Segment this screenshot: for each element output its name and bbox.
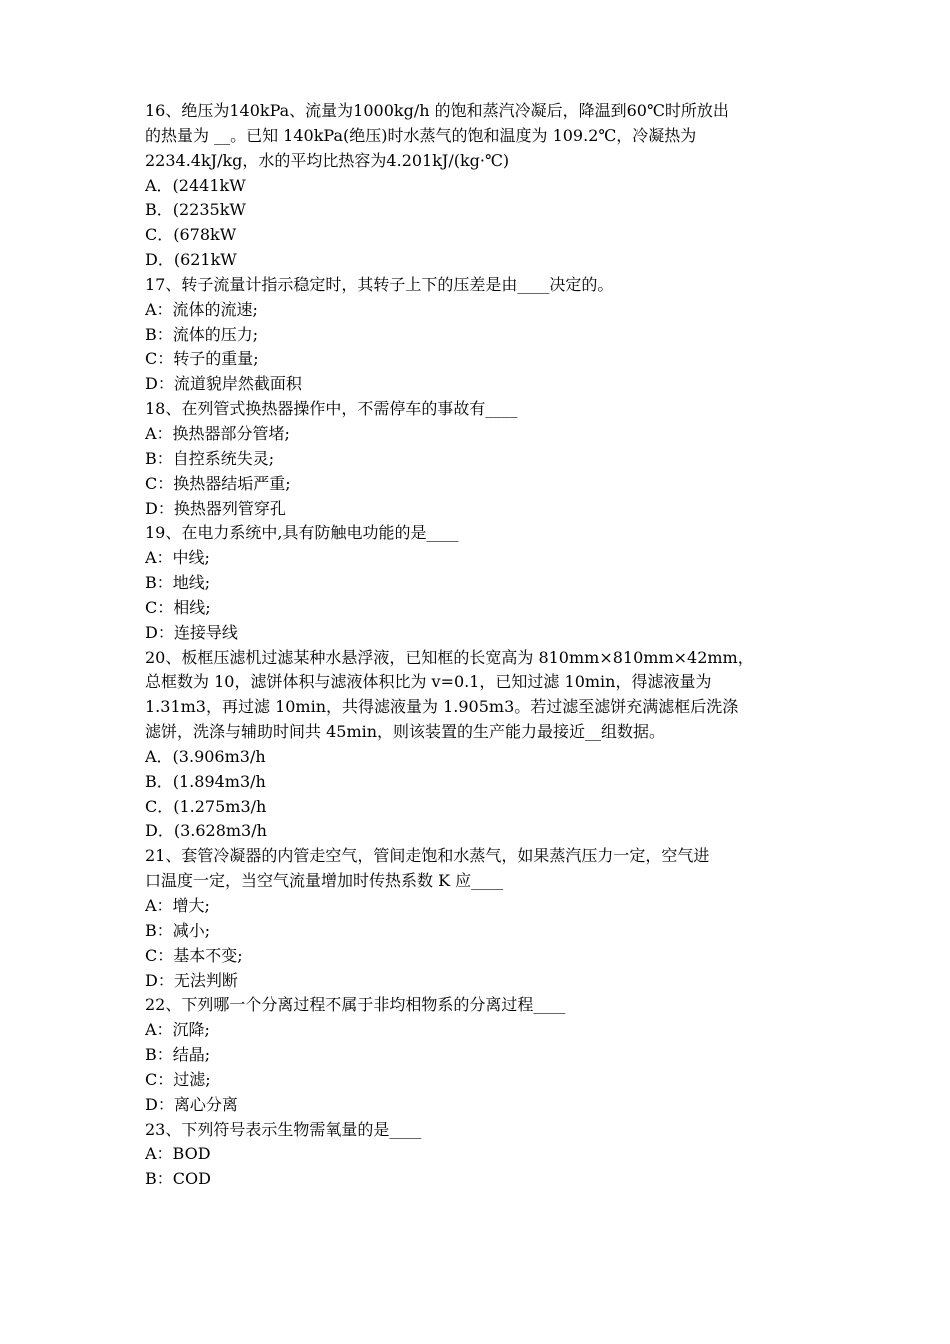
q18-option-a: A：换热器部分管堵; [145, 423, 290, 443]
q20-stem-line-3: 1.31m3，再过滤 10min，共得滤液量为 1.905m3。若过滤至滤饼充满滤框后洗涤 [145, 697, 739, 717]
q21-option-c: C：基本不变; [145, 945, 243, 965]
q19-option-c: C：相线; [145, 597, 211, 617]
q16-stem-line-3: 2234.4kJ/kg，水的平均比热容为4.201kJ/(kg·℃) [145, 150, 510, 170]
q17-option-a: A：流体的流速; [145, 299, 258, 319]
q22-option-b: B：结晶; [145, 1045, 211, 1065]
q18-option-d: D：换热器列管穿孔 [145, 498, 286, 518]
q21-option-b: B：减小; [145, 920, 211, 940]
q21-stem-line-1: 21、套管冷凝器的内管走空气，管间走饱和水蒸气，如果蒸汽压力一定，空气进 [145, 846, 710, 866]
q22-option-c: C：过滤; [145, 1069, 211, 1089]
q16-option-b: B．(2235kW [145, 200, 246, 220]
q20-option-a: A．(3.906m3/h [145, 746, 266, 766]
q23-stem: 23、下列符号表示生物需氧量的是____ [145, 1119, 422, 1139]
q17-option-c: C：转子的重量; [145, 349, 259, 369]
q18-stem: 18、在列管式换热器操作中，不需停车的事故有____ [145, 399, 518, 419]
q16-stem-line-1: 16、绝压为140kPa、流量为1000kg/h 的饱和蒸汽冷凝后，降温到60℃时所放出 [145, 101, 729, 120]
q21-option-d: D：无法判断 [145, 970, 238, 990]
q20-option-c: C．(1.275m3/h [145, 796, 267, 816]
q22-option-a: A：沉降; [145, 1020, 210, 1040]
q20-option-d: D．(3.628m3/h [145, 821, 267, 841]
q16-stem-line-2: 的热量为 __。已知 140kPa(绝压)时水蒸气的饱和温度为 109.2℃，冷凝热为 [145, 125, 697, 145]
q23-option-a: A：BOD [145, 1144, 211, 1164]
q22-option-d: D：离心分离 [145, 1094, 238, 1114]
q20-stem-line-2: 总框数为 10，滤饼体积与滤液体积比为 v=0.1，已知过滤 10min，得滤液量为 [145, 672, 712, 692]
q21-option-a: A：增大; [145, 896, 210, 915]
q19-option-b: B：地线; [145, 573, 211, 593]
q19-option-d: D：连接导线 [145, 622, 238, 642]
q21-stem-line-2: 口温度一定，当空气流量增加时传热系数 K 应____ [145, 871, 504, 891]
q20-option-b: B．(1.894m3/h [145, 771, 266, 791]
q17-option-b: B：流体的压力; [145, 324, 259, 344]
q23-option-b: B：COD [145, 1169, 211, 1189]
q17-stem: 17、转子流量计指示稳定时，其转子上下的压差是由____决定的。 [145, 274, 614, 294]
q16-option-c: C．(678kW [145, 225, 237, 245]
q18-option-b: B：自控系统失灵; [145, 448, 275, 468]
q20-stem-line-4: 滤饼，洗涤与辅助时间共 45min，则该装置的生产能力最接近__组数据。 [145, 722, 666, 742]
q22-stem: 22、下列哪一个分离过程不属于非均相物系的分离过程____ [145, 995, 566, 1015]
q16-option-d: D．(621kW [145, 250, 237, 270]
q16-option-a: A．(2441kW [145, 175, 246, 195]
document-page [145, 99, 825, 1192]
q18-option-c: C：换热器结垢严重; [145, 473, 291, 493]
q19-stem: 19、在电力系统中,具有防触电功能的是____ [145, 523, 459, 543]
q19-option-a: A：中线; [145, 548, 210, 568]
q20-stem-line-1: 20、板框压滤机过滤某种水悬浮液，已知框的长宽高为 810mm×810mm×42mm， [145, 647, 754, 667]
q17-option-d: D：流道貌岸然截面积 [145, 374, 302, 394]
